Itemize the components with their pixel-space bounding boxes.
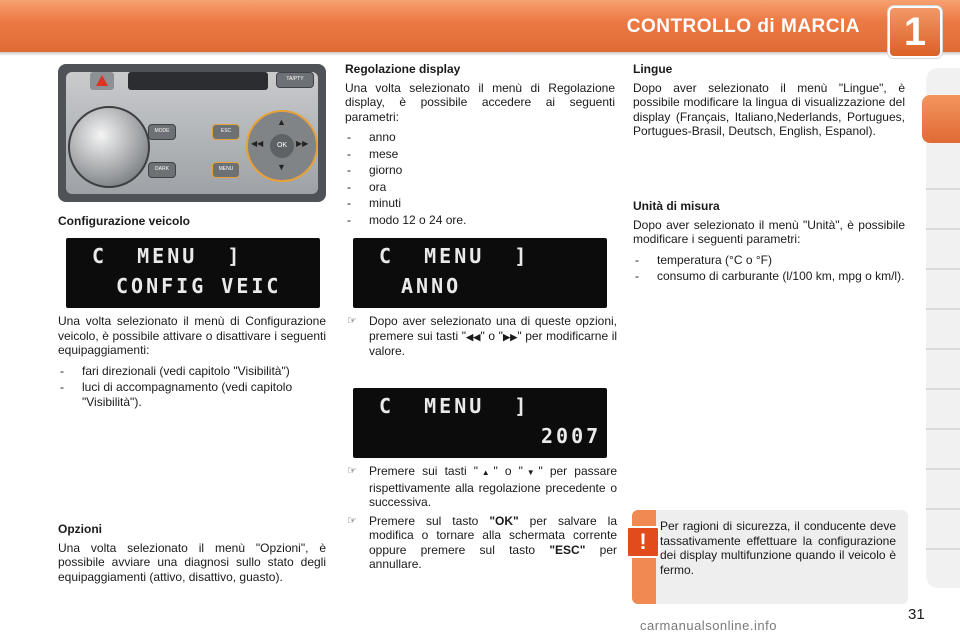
lcd-menu-line: C MENU ] — [379, 394, 530, 418]
tab-divider — [926, 428, 960, 430]
section-heading: Unità di misura — [633, 199, 720, 213]
instruction-note — [345, 314, 617, 359]
esc-key-label: "ESC" — [549, 542, 586, 557]
tab-divider — [926, 228, 960, 230]
hazard-icon — [96, 75, 108, 86]
forward-icon: ▶▶ — [502, 331, 518, 342]
down-arrow-icon: ▼ — [522, 468, 539, 477]
pointer-icon: ☞ — [347, 514, 357, 527]
note-text: " o " — [480, 328, 503, 343]
dark-button: DARK — [148, 162, 176, 178]
lcd-year — [353, 388, 607, 458]
lcd-menu-line: C MENU ] — [92, 244, 243, 268]
paragraph: Una volta selezionato il menù "Opzioni", è possibile avviare una diagnosi sullo stato degli equipaggiamenti (attivo, disattivo, guasto). — [58, 540, 326, 584]
section-heading: Configurazione veicolo — [58, 214, 191, 228]
column-1 — [58, 214, 328, 233]
list-item: - luci di accompagnamento (vedi capitolo "Visibilità"). — [58, 380, 326, 409]
section-heading: Regolazione display — [345, 62, 461, 76]
section-heading: Opzioni — [58, 522, 102, 536]
page-number: 31 — [908, 606, 925, 623]
paragraph: Una volta selezionato il menù di Configurazione veicolo, è possibile attivare o disattivare i seguenti equipaggiamenti: — [58, 314, 326, 357]
note-text: " per passare rispettivamente alla regolazione precedente o successiva. — [369, 464, 617, 509]
list-item: - ora — [345, 180, 615, 195]
column-2-note-1 — [345, 314, 617, 363]
tab-divider — [926, 188, 960, 190]
list-item: - minuti — [345, 196, 615, 211]
paragraph: Una volta selezionato il menù di Regolazione display, è possibile accedere ai seguenti parametri: — [345, 80, 615, 124]
opzioni-section — [58, 522, 326, 590]
pointer-icon: ☞ — [347, 315, 357, 327]
navigation-pad — [246, 110, 318, 182]
column-2 — [345, 62, 615, 229]
list-item: - temperatura (°C o °F) — [633, 253, 905, 268]
tab-divider — [926, 508, 960, 510]
note-text: Premere sui tasti " — [369, 464, 478, 478]
note-text: " o " — [493, 464, 523, 478]
list-item: - modo 12 o 24 ore. — [345, 213, 615, 228]
rewind-icon: ◀◀ — [465, 331, 481, 342]
control-panel-photo — [58, 64, 326, 202]
tab-divider — [926, 308, 960, 310]
equipment-list — [58, 364, 326, 410]
hazard-button — [90, 72, 114, 90]
menu-button: MENU — [212, 162, 240, 178]
chapter-badge: 1 — [888, 6, 942, 58]
ok-key-label: "OK" — [489, 513, 519, 528]
note-text: per salvare la modifica o tornare alla schermata corrente oppure premere sul tasto — [369, 513, 618, 557]
forward-icon: ▶▶ — [296, 139, 309, 148]
unita-section — [633, 199, 905, 286]
paragraph: Dopo aver selezionato il menù "Lingue", è possibile modificare la lingua di visualizzazione del display (Français, Italiano,Nederlands, Portugues, Portugues-Brasil, Deutsch, English, Espanol). — [633, 80, 905, 138]
note-text: Dopo aver selezionato una di queste opzioni, premere sui tasti " — [369, 314, 617, 343]
lcd-config-veic — [66, 238, 320, 308]
section-heading: Lingue — [633, 62, 673, 76]
lcd-menu-line: C MENU ] — [379, 244, 530, 268]
pointer-icon: ☞ — [347, 465, 357, 477]
tab-divider — [926, 388, 960, 390]
chapter-tabs — [926, 68, 960, 588]
column-2-notes — [345, 464, 617, 576]
up-arrow-icon: ▲ — [277, 117, 286, 127]
ok-button: OK — [270, 134, 294, 158]
warning-icon: ! — [626, 526, 660, 558]
warning-text: Per ragioni di sicurezza, il conducente deve tassativamente effettuare la configurazione dei display multifunzione quando il veicolo è fermo. — [660, 519, 896, 577]
lcd-value-line: CONFIG VEIC — [116, 274, 282, 298]
note-text: Premere sul tasto — [369, 513, 490, 528]
tab-divider — [926, 468, 960, 470]
unit-list — [633, 253, 905, 284]
tab-divider — [926, 548, 960, 550]
ta-pty-button: TA/PTY — [276, 72, 314, 88]
parameter-list — [345, 130, 615, 227]
mode-button: MODE — [148, 124, 176, 140]
watermark: carmanualsonline.info — [640, 618, 777, 633]
list-item: - anno — [345, 130, 615, 145]
lingue-section — [633, 62, 905, 145]
lcd-anno — [353, 238, 607, 308]
rewind-icon: ◀◀ — [251, 139, 264, 148]
paragraph: Dopo aver selezionato il menù "Unità", è possibile modificare i seguenti parametri: — [633, 217, 905, 246]
list-item: - fari direzionali (vedi capitolo "Visibilità") — [58, 364, 326, 379]
column-1-body — [58, 314, 326, 411]
lcd-value-line: ANNO — [401, 274, 462, 298]
active-chapter-tab — [922, 95, 960, 143]
esc-button: ESC — [212, 124, 240, 140]
instruction-note — [345, 514, 617, 572]
down-arrow-icon: ▼ — [277, 162, 286, 172]
cd-slot — [128, 72, 268, 90]
page-title: CONTROLLO di MARCIA — [626, 16, 860, 37]
instruction-note — [345, 464, 617, 510]
tab-divider — [926, 348, 960, 350]
lcd-value-line: 2007 — [541, 424, 602, 448]
note-text: " per modificarne il valore. — [369, 328, 618, 358]
tab-divider — [926, 268, 960, 270]
volume-knob — [68, 106, 150, 188]
header-shadow — [0, 52, 960, 56]
list-item: - consumo di carburante (l/100 km, mpg o km/l). — [633, 269, 905, 284]
list-item: - mese — [345, 147, 615, 162]
list-item: - giorno — [345, 163, 615, 178]
up-arrow-icon: ▲ — [478, 468, 494, 477]
note-text: per annullare. — [369, 542, 617, 571]
